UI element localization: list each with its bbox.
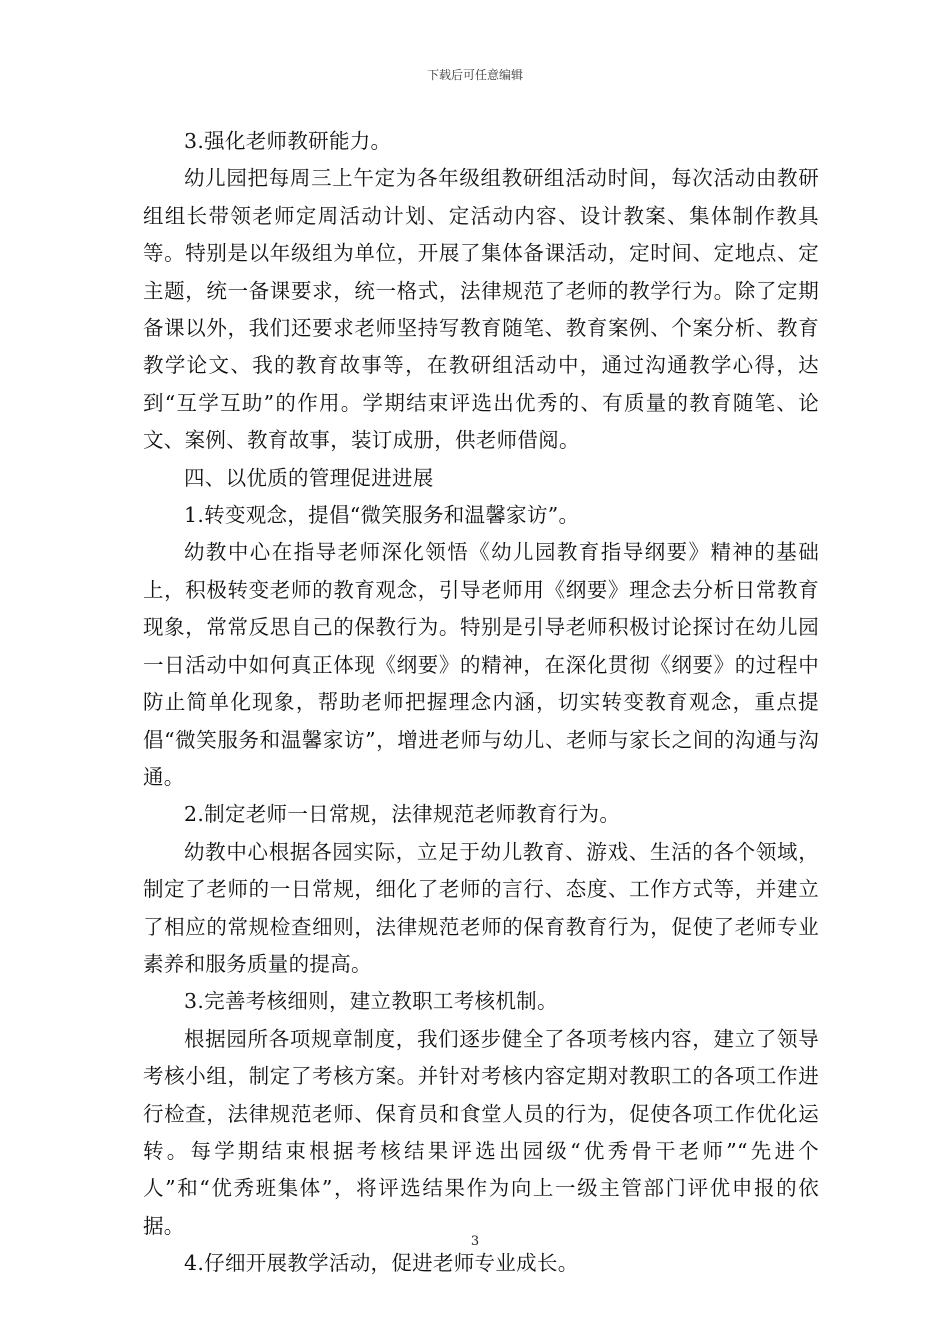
paragraph-daily-routine: 幼教中心根据各园实际，立足于幼儿教育、游戏、生活的各个领域，制定了老师的一日常规，细化了老师的言行、态度、工作方式等，并建立了相应的常规检查细则，法律规范老师的保育教育行为，促使了老师专业素养和服务质量的提高。 [143,839,819,976]
document-body [143,123,819,1283]
subsection-heading-assessment: 3.完善考核细则，建立教职工考核机制。 [184,989,558,1014]
section-heading-management: 四、以优质的管理促进进展 [184,465,434,490]
page-number: 3 [470,1234,480,1249]
paragraph-teaching-research: 幼儿园把每周三上午定为各年级组教研组活动时间，每次活动由教研组组长带领老师定周活动计划、定活动内容、设计教案、集体制作教具等。特别是以年级组为单位，开展了集体备课活动，定时间、定地点、定主题，统一备课要求，统一格式，法律规范了老师的教学行为。除了定期备课以外，我们还要求老师坚持写教育随笔、教育案例、个案分析、教育教学论文、我的教育故事等，在教研组活动中，通过沟通教学心得，达到“互学互助”的作用。学期结束评选出优秀的、有质量的教育随笔、论文、案例、教育故事，装订成册，供老师借阅。 [143,166,819,453]
subsection-heading-change-concept: 1.转变观念，提倡“微笑服务和温馨家访”。 [184,503,580,528]
page-header: 下载后可任意编辑 [426,68,523,82]
paragraph-change-concept: 幼教中心在指导老师深化领悟《幼儿园教育指导纲要》精神的基础上，积极转变老师的教育观念，引导老师用《纲要》理念去分析日常教育现象，常常反思自己的保教行为。特别是引导老师积极讨论探讨在幼儿园一日活动中如何真正体现《纲要》的精神，在深化贯彻《纲要》的过程中防止简单化现象，帮助老师把握理念内涵，切实转变教育观念，重点提倡“微笑服务和温馨家访”，增进老师与幼儿、老师与家长之间的沟通与沟通。 [143,540,819,789]
subsection-heading-daily-routine: 2.制定老师一日常规，法律规范老师教育行为。 [184,802,621,827]
subsection-heading-teaching-activities: 4.仔细开展教学活动，促进老师专业成长。 [184,1251,579,1276]
section-heading-teaching-research: 3.强化老师教研能力。 [184,129,392,153]
paragraph-assessment: 根据园所各项规章制度，我们逐步健全了各项考核内容，建立了领导考核小组，制定了考核方案。并针对考核内容定期对教职工的各项工作进行检查，法律规范老师、保育员和食堂人员的行为，促使各项工作优化运转。每学期结束根据考核结果评选出园级“优秀骨干老师”“先进个人”和“优秀班集体”，将评选结果作为向上一级主管部门评优申报的依据。 [143,1026,819,1238]
